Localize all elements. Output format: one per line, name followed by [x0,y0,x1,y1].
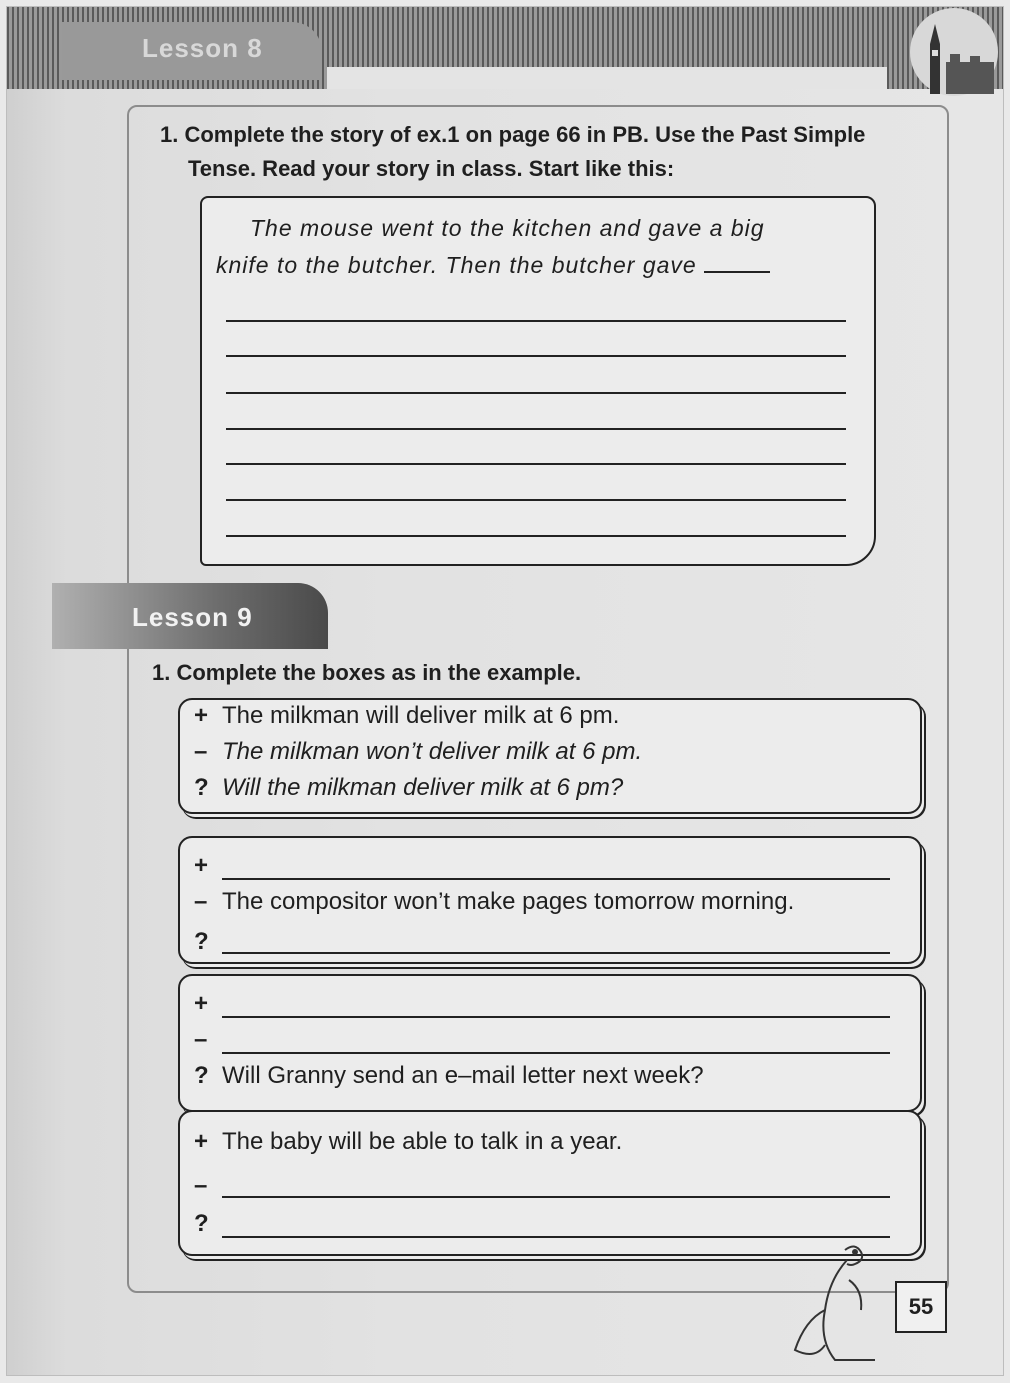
negative-row: – The milkman won’t deliver milk at 6 pm. [194,738,643,765]
answer-line[interactable] [222,1236,890,1238]
task1-instruction [160,118,940,186]
story-line-2: knife to the butcher. Then the butcher gave [216,247,856,284]
negative-row: – [194,1026,208,1053]
story-text [216,210,856,284]
kangaroo-icon [785,1240,905,1370]
lesson-9-tab: Lesson 9 [52,583,328,649]
answer-line[interactable] [222,952,890,954]
story-write-line[interactable] [226,428,846,430]
story-blank[interactable] [704,251,770,273]
example-box [178,698,922,814]
answer-line[interactable] [222,1196,890,1198]
exercise-box [178,974,922,1112]
exercise-box [178,836,922,964]
negative-row: – [194,1172,208,1199]
question-row: ? [194,1210,209,1237]
answer-line[interactable] [222,1016,890,1018]
exercise-box [178,1110,922,1256]
story-write-line[interactable] [226,320,846,322]
lesson-8-tab: Lesson 8 [62,22,322,80]
header-band-strip [327,67,887,89]
story-write-line[interactable] [226,535,846,537]
answer-line[interactable] [222,1052,890,1054]
affirmative-row: + [194,852,209,879]
page-number: 55 [895,1281,947,1333]
task1-instruction-line1: 1. Complete the story of ex.1 on page 66 in PB. Use the Past Simple [160,122,866,147]
task1-instruction-line2: Tense. Read your story in class. Start like this: [188,156,675,181]
story-write-line[interactable] [226,392,846,394]
big-ben-icon [910,6,1000,98]
story-write-line[interactable] [226,499,846,501]
affirmative-row: + The milkman will deliver milk at 6 pm. [194,702,620,729]
question-row: ? Will the milkman deliver milk at 6 pm? [194,774,624,801]
question-row: ? Will Granny send an e–mail letter next week? [194,1062,704,1089]
story-line-1: The mouse went to the kitchen and gave a big [250,215,765,241]
story-write-line[interactable] [226,463,846,465]
affirmative-row: + The baby will be able to talk in a year. [194,1128,623,1155]
answer-line[interactable] [222,878,890,880]
task2-instruction: 1. Complete the boxes as in the example. [152,660,582,685]
affirmative-row: + [194,990,209,1017]
negative-row: – The compositor won’t make pages tomorrow morning. [194,888,795,915]
question-row: ? [194,928,209,955]
story-write-line[interactable] [226,355,846,357]
